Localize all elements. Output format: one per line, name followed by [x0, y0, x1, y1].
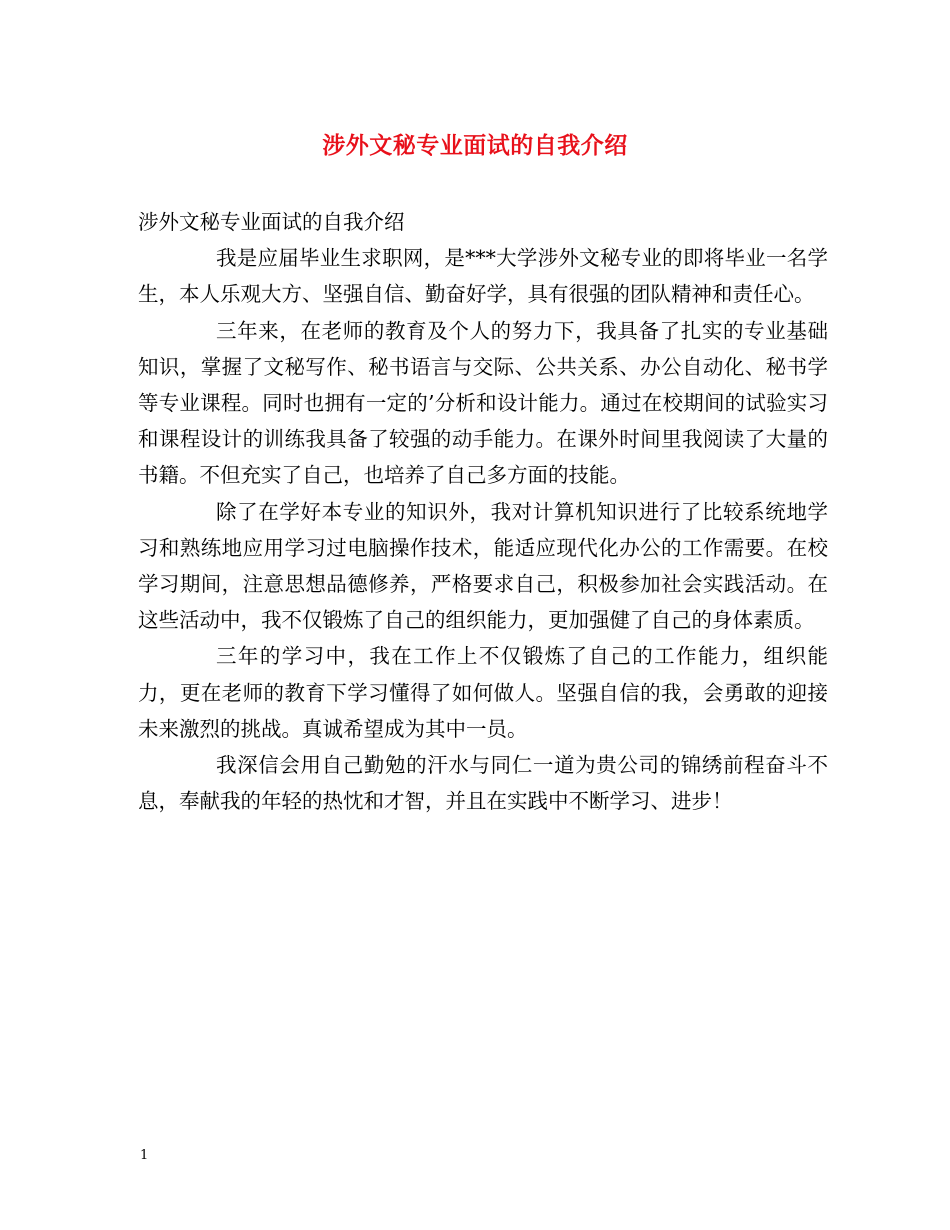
- paragraph: 三年来，在老师的教育及个人的努力下，我具备了扎实的专业基础知识，掌握了文秘写作、秘书语言与交际、公共关系、办公自动化、秘书学等专业课程。同时也拥有一定的’分析和设计能力。通过在校期间的试验实习和课程设计的训练我具备了较强的动手能力。在课外时间里我阅读了大量的书籍。不但充实了自己，也培养了自己多方面的技能。: [138, 318, 828, 488]
- page-number: 1: [140, 1148, 149, 1163]
- paragraph: 三年的学习中，我在工作上不仅锻炼了自己的工作能力，组织能力，更在老师的教育下学习懂得了如何做人。坚强自信的我，会勇敢的迎接未来激烈的挑战。真诚希望成为其中一员。: [138, 644, 828, 741]
- document-body: [138, 204, 828, 819]
- document-subtitle: 涉外文秘专业面试的自我介绍: [138, 210, 405, 234]
- paragraph: 我是应届毕业生求职网，是***大学涉外文秘专业的即将毕业一名学生，本人乐观大方、坚强自信、勤奋好学，具有很强的团队精神和责任心。: [138, 246, 828, 307]
- paragraph: 我深信会用自己勤勉的汗水与同仁一道为贵公司的锦绣前程奋斗不息，奉献我的年轻的热忱和才智，并且在实践中不断学习、进步！: [138, 753, 828, 814]
- document-title: 涉外文秘专业面试的自我介绍: [322, 132, 628, 159]
- paragraph: 除了在学好本专业的知识外，我对计算机知识进行了比较系统地学习和熟练地应用学习过电脑操作技术，能适应现代化办公的工作需要。在校学习期间，注意思想品德修养，严格要求自己，积极参加社会实践活动。在这些活动中，我不仅锻炼了自己的组织能力，更加强健了自己的身体素质。: [138, 499, 828, 633]
